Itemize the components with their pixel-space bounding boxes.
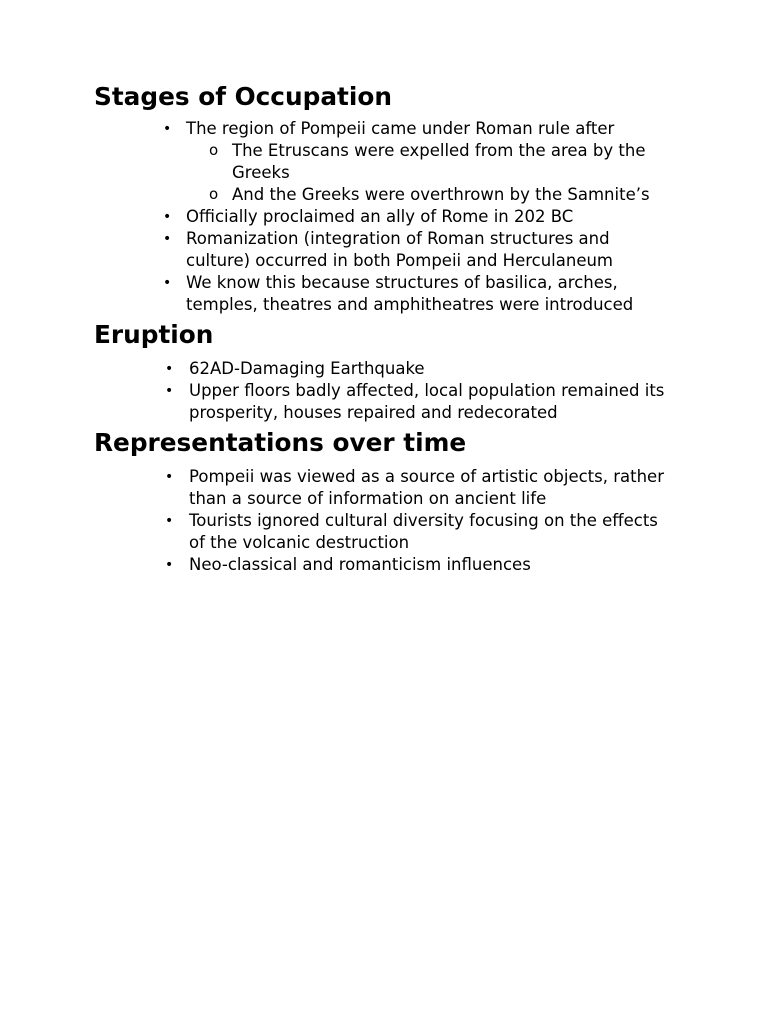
bullet-marker: • (165, 469, 174, 485)
bullet-marker: • (163, 209, 172, 225)
list-item (94, 206, 678, 228)
section-heading: Stages of Occupation (94, 82, 392, 111)
sub-list-item-text: The Etruscans were expelled from the area by the Greeks (232, 141, 646, 182)
bullet-marker: • (165, 383, 174, 399)
section-eruption (94, 320, 678, 424)
sub-bullet-marker: o (209, 185, 219, 203)
sub-bullet-marker: o (209, 141, 219, 159)
sub-list-item (186, 140, 678, 184)
bullet-list (94, 466, 678, 576)
section-heading: Representations over time (94, 428, 467, 457)
section-stages-of-occupation (94, 82, 678, 316)
list-item-text: The region of Pompeii came under Roman rule after (186, 119, 615, 138)
sub-list-item-text: And the Greeks were overthrown by the Samnite’s (232, 185, 650, 204)
list-item (94, 554, 678, 576)
list-item (94, 272, 678, 316)
bullet-list (94, 358, 678, 424)
section-representations-over-time (94, 428, 678, 576)
list-item-text: Romanization (integration of Roman structures and culture) occurred in both Pompeii and Herculaneum (186, 229, 614, 270)
list-item (94, 118, 678, 206)
list-item (94, 228, 678, 272)
list-item-text: Neo-classical and romanticism influences (189, 555, 531, 574)
list-item-text: Tourists ignored cultural diversity focusing on the effects of the volcanic destruction (189, 511, 658, 552)
list-item (94, 380, 678, 424)
bullet-marker: • (165, 361, 174, 377)
section-heading: Eruption (94, 320, 214, 349)
bullet-marker: • (165, 513, 174, 529)
list-item (94, 510, 678, 554)
list-item (94, 358, 678, 380)
list-item-text: Upper floors badly affected, local population remained its prosperity, houses repaired and redecorated (189, 381, 665, 422)
sub-bullet-list (186, 140, 678, 206)
list-item-text: We know this because structures of basilica, arches, temples, theatres and amphitheatres were introduced (186, 273, 634, 314)
list-item-text: 62AD-Damaging Earthquake (189, 359, 425, 378)
list-item (94, 466, 678, 510)
bullet-marker: • (163, 231, 172, 247)
list-item-text: Pompeii was viewed as a source of artistic objects, rather than a source of information on ancient life (189, 467, 664, 508)
bullet-marker: • (163, 275, 172, 291)
sub-list-item (186, 184, 678, 206)
list-item-text: Officially proclaimed an ally of Rome in 202 BC (186, 207, 574, 226)
bullet-list (94, 118, 678, 316)
bullet-marker: • (163, 121, 172, 137)
bullet-marker: • (165, 557, 174, 573)
